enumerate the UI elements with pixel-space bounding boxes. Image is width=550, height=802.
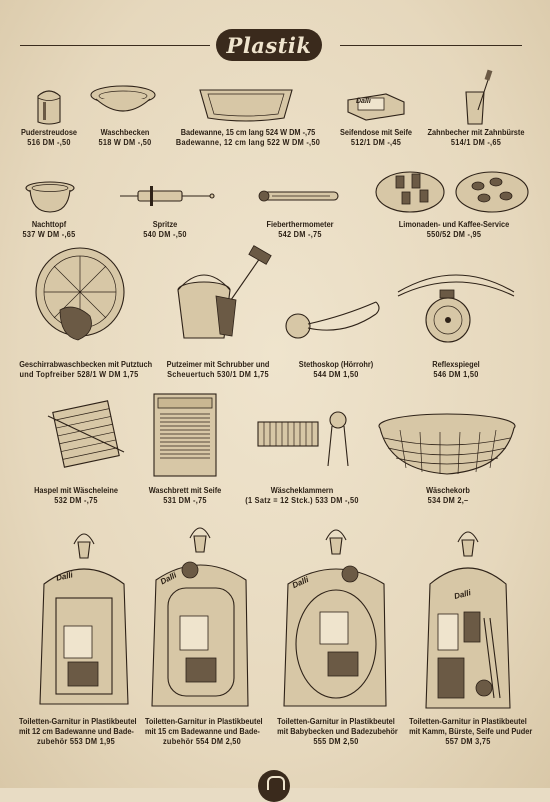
header-rule-left: [20, 45, 210, 46]
syringe-illustration: [120, 186, 214, 206]
toiletry-bag-illustration: [420, 522, 516, 712]
item-price: 544 DM 1,50: [313, 370, 359, 379]
item-price: 518 W DM -,50: [98, 138, 152, 147]
item-price: 534 DM 2,–: [427, 496, 469, 505]
wash-basin-illustration: [90, 85, 156, 121]
item-name: Reflexspiegel: [432, 360, 480, 369]
item-price: (1 Satz = 12 Stck.) 533 DM -,50: [245, 496, 359, 505]
item-price: 540 DM -,50: [143, 230, 187, 239]
stethoscope-illustration: [284, 296, 384, 344]
washboard-illustration: [152, 392, 218, 478]
bag-label: Dalli: [158, 570, 179, 587]
item-name: Haspel mit Wäscheleine: [34, 486, 118, 495]
bag-label: Dalli: [55, 570, 74, 583]
item-price: 514/1 DM -,65: [450, 138, 502, 147]
item-price: 546 DM 1,50: [433, 370, 479, 379]
item-price: 531 DM -,75: [163, 496, 207, 505]
bag-label: Dalli: [453, 588, 472, 601]
item-name: Toiletten-Garnitur in Plastikbeutel: [18, 717, 137, 726]
chamber-pot-illustration: [24, 180, 76, 214]
item-price: zubehör 553 DM 1,95: [36, 737, 116, 746]
thermometer-illustration: [258, 190, 340, 202]
item-name: Toiletten-Garnitur in Plastikbeutel: [277, 717, 395, 726]
laundry-basket-illustration: [376, 412, 518, 478]
item-price: zubehör 554 DM 2,50: [162, 737, 242, 746]
soap-label: Dalli: [356, 98, 371, 105]
bathtub-illustration: [198, 86, 294, 124]
header-rule-right: [340, 45, 522, 46]
item-price: und Topfreiber 528/1 W DM 1,75: [19, 370, 139, 379]
page-title: Plastik: [226, 32, 312, 58]
item-price: 555 DM 2,50: [313, 737, 359, 746]
bucket-illustration: [176, 250, 272, 340]
clothespins-illustration: [256, 410, 356, 470]
publisher-logo: [258, 770, 290, 802]
toiletry-bag-illustration: [280, 520, 392, 712]
title-badge: [216, 29, 322, 61]
item-name: Nachttopf: [31, 220, 67, 229]
bag-label: Dalli: [290, 574, 311, 591]
item-price: 512/1 DM -,45: [350, 138, 402, 147]
item-name: Limonaden- und Kaffee-Service: [398, 220, 510, 229]
item-name: Zahnbecher mit Zahnbürste: [427, 128, 525, 137]
dish-basin-illustration: [30, 246, 130, 346]
item-name: Wäscheklammern: [270, 486, 334, 495]
item-name: Fieberthermometer: [266, 220, 334, 229]
item-name: Puderstreudose: [20, 128, 78, 137]
item-name: Badewanne, 15 cm lang 524 W DM -,75: [180, 128, 316, 137]
toothbrush-cup-illustration: [460, 70, 500, 126]
item-name: Wäschekorb: [426, 486, 470, 495]
toiletry-bag-illustration: [34, 524, 134, 712]
item-name: Waschbrett mit Seife: [148, 486, 222, 495]
item-price: 542 DM -,75: [278, 230, 322, 239]
item-name: Seifendose mit Seife: [340, 128, 412, 137]
item-name: Toiletten-Garnitur in Plastikbeutel: [409, 717, 527, 726]
item-name: Putzeimer mit Schrubber und: [166, 360, 270, 369]
item-name: Spritze: [152, 220, 178, 229]
item-desc: mit Kamm, Bürste, Seife und Puder: [409, 727, 533, 736]
item-desc: mit 12 cm Badewanne und Bade-: [18, 727, 134, 736]
head-mirror-illustration: [396, 262, 516, 346]
item-name: Stethoskop (Hörrohr): [298, 360, 374, 369]
item-desc: mit Babybecken und Badezubehör: [277, 727, 398, 736]
item-price: 516 DM -,50: [27, 138, 71, 147]
item-price: 550/52 DM -,95: [426, 230, 482, 239]
item-name: Toiletten-Garnitur in Plastikbeutel: [144, 717, 263, 726]
item-name: Geschirrabwaschbecken mit Putztuch: [19, 360, 153, 369]
tea-set-illustration: [374, 166, 530, 214]
item-price: 537 W DM -,65: [22, 230, 76, 239]
soap-dish-illustration: [346, 88, 406, 122]
item-price: Badewanne, 12 cm lang 522 W DM -,50: [175, 138, 321, 147]
item-price: 557 DM 3,75: [445, 737, 491, 746]
item-desc: mit 15 cm Badewanne und Bade-: [144, 727, 260, 736]
item-price: Scheuertuch 530/1 DM 1,75: [167, 370, 269, 379]
item-price: 532 DM -,75: [54, 496, 98, 505]
toiletry-bag-illustration: [148, 518, 254, 712]
item-name: Waschbecken: [100, 128, 150, 137]
line-reel-illustration: [44, 396, 130, 472]
powder-shaker-illustration: [34, 86, 64, 126]
